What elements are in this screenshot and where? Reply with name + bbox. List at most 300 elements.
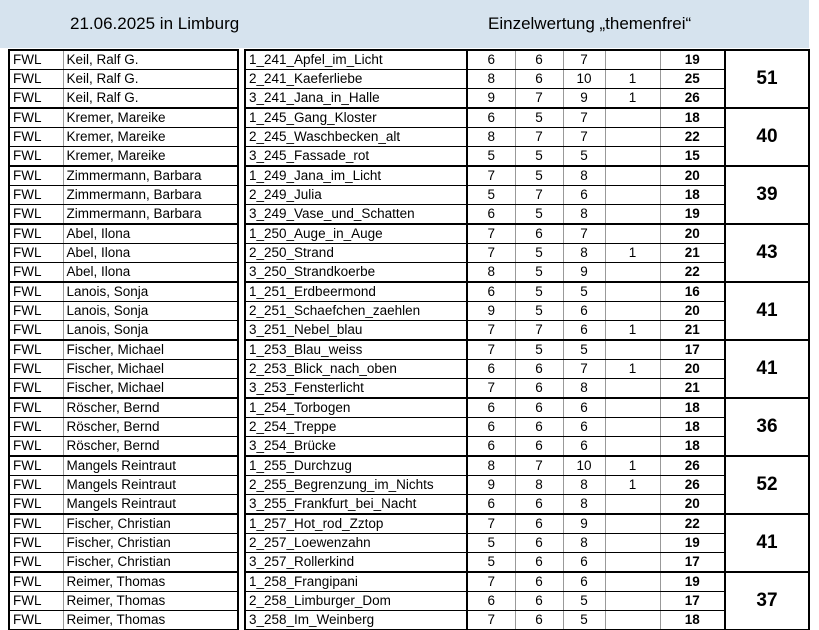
photo-title-cell: 1_251_Erdbeermond: [245, 282, 467, 302]
club-cell: FWL: [9, 611, 63, 630]
score-1-cell: 7: [467, 224, 515, 244]
score-2-cell: 7: [515, 186, 563, 205]
club-cell: FWL: [9, 147, 63, 167]
score-2-cell: 6: [515, 534, 563, 553]
score-3-cell: 6: [563, 572, 605, 592]
score-2-cell: 6: [515, 611, 563, 630]
photo-title-cell: 2_258_Limburger_Dom: [245, 592, 467, 611]
score-1-cell: 6: [467, 495, 515, 515]
author-name-cell: Fischer, Michael: [63, 360, 238, 379]
photo-title-cell: 1_258_Frangipani: [245, 572, 467, 592]
column-gap: [238, 437, 245, 457]
column-gap: [238, 495, 245, 515]
author-name-cell: Zimmermann, Barbara: [63, 166, 238, 186]
club-cell: FWL: [9, 128, 63, 147]
score-1-cell: 7: [467, 379, 515, 399]
photo-total-cell: 18: [660, 398, 725, 418]
author-name-cell: Reimer, Thomas: [63, 611, 238, 630]
score-2-cell: 5: [515, 108, 563, 128]
score-1-cell: 7: [467, 611, 515, 630]
score-1-cell: 7: [467, 340, 515, 360]
photo-title-cell: 3_251_Nebel_blau: [245, 321, 467, 341]
bonus-cell: [605, 282, 660, 302]
score-2-cell: 7: [515, 456, 563, 476]
photo-title-cell: 2_254_Treppe: [245, 418, 467, 437]
bonus-cell: [605, 534, 660, 553]
bonus-cell: [605, 50, 660, 70]
photo-total-cell: 20: [660, 166, 725, 186]
author-name-cell: Keil, Ralf G.: [63, 50, 238, 70]
table-row: [9, 70, 809, 89]
score-1-cell: 6: [467, 360, 515, 379]
bonus-cell: [605, 108, 660, 128]
bonus-cell: [605, 572, 660, 592]
score-1-cell: 6: [467, 205, 515, 225]
photo-title-cell: 3_257_Rollerkind: [245, 553, 467, 573]
score-2-cell: 7: [515, 128, 563, 147]
score-1-cell: 5: [467, 534, 515, 553]
bonus-cell: 1: [605, 456, 660, 476]
photo-title-cell: 1_253_Blau_weiss: [245, 340, 467, 360]
club-cell: FWL: [9, 379, 63, 399]
table-row: [9, 147, 809, 167]
score-2-cell: 7: [515, 321, 563, 341]
photo-total-cell: 19: [660, 534, 725, 553]
column-gap: [238, 398, 245, 418]
table-row: [9, 263, 809, 283]
bonus-cell: 1: [605, 476, 660, 495]
score-3-cell: 6: [563, 437, 605, 457]
club-cell: FWL: [9, 437, 63, 457]
photo-total-cell: 21: [660, 321, 725, 341]
photo-title-cell: 1_254_Torbogen: [245, 398, 467, 418]
table-row: [9, 611, 809, 630]
club-cell: FWL: [9, 263, 63, 283]
group-total-cell: 37: [725, 572, 809, 630]
bonus-cell: [605, 611, 660, 630]
author-name-cell: Reimer, Thomas: [63, 572, 238, 592]
club-cell: FWL: [9, 398, 63, 418]
column-gap: [238, 340, 245, 360]
column-gap: [238, 128, 245, 147]
score-3-cell: 10: [563, 70, 605, 89]
photo-total-cell: 17: [660, 553, 725, 573]
column-gap: [238, 282, 245, 302]
score-1-cell: 6: [467, 282, 515, 302]
author-name-cell: Röscher, Bernd: [63, 398, 238, 418]
column-gap: [238, 514, 245, 534]
photo-total-cell: 22: [660, 128, 725, 147]
score-3-cell: 6: [563, 398, 605, 418]
score-2-cell: 5: [515, 340, 563, 360]
bonus-cell: 1: [605, 321, 660, 341]
table-row: [9, 534, 809, 553]
score-2-cell: 5: [515, 244, 563, 263]
score-3-cell: 9: [563, 263, 605, 283]
photo-total-cell: 19: [660, 50, 725, 70]
table-row: [9, 108, 809, 128]
score-3-cell: 7: [563, 108, 605, 128]
club-cell: FWL: [9, 205, 63, 225]
club-cell: FWL: [9, 572, 63, 592]
column-gap: [238, 166, 245, 186]
photo-title-cell: 3_241_Jana_in_Halle: [245, 89, 467, 109]
group-total-cell: 40: [725, 108, 809, 166]
column-gap: [238, 379, 245, 399]
bonus-cell: 1: [605, 89, 660, 109]
score-1-cell: 6: [467, 108, 515, 128]
score-1-cell: 5: [467, 186, 515, 205]
score-3-cell: 5: [563, 147, 605, 167]
group-total-cell: 41: [725, 514, 809, 572]
table-row: [9, 592, 809, 611]
score-2-cell: 6: [515, 70, 563, 89]
author-name-cell: Keil, Ralf G.: [63, 89, 238, 109]
club-cell: FWL: [9, 592, 63, 611]
photo-total-cell: 26: [660, 456, 725, 476]
score-3-cell: 8: [563, 205, 605, 225]
photo-total-cell: 18: [660, 108, 725, 128]
author-name-cell: Kremer, Mareike: [63, 128, 238, 147]
table-row: [9, 186, 809, 205]
author-name-cell: Fischer, Christian: [63, 514, 238, 534]
photo-total-cell: 16: [660, 282, 725, 302]
score-3-cell: 5: [563, 282, 605, 302]
column-gap: [238, 611, 245, 630]
photo-title-cell: 2_245_Waschbecken_alt: [245, 128, 467, 147]
photo-title-cell: 2_255_Begrenzung_im_Nichts: [245, 476, 467, 495]
author-name-cell: Fischer, Christian: [63, 553, 238, 573]
score-3-cell: 5: [563, 611, 605, 630]
bonus-cell: [605, 340, 660, 360]
score-3-cell: 8: [563, 476, 605, 495]
club-cell: FWL: [9, 244, 63, 263]
photo-title-cell: 3_254_Brücke: [245, 437, 467, 457]
author-name-cell: Lanois, Sonja: [63, 302, 238, 321]
photo-title-cell: 2_253_Blick_nach_oben: [245, 360, 467, 379]
photo-title-cell: 3_245_Fassade_rot: [245, 147, 467, 167]
club-cell: FWL: [9, 456, 63, 476]
date-location: 21.06.2025 in Limburg: [70, 14, 240, 33]
author-name-cell: Mangels Reintraut: [63, 495, 238, 515]
photo-total-cell: 18: [660, 186, 725, 205]
group-total-cell: 41: [725, 282, 809, 340]
score-3-cell: 6: [563, 418, 605, 437]
score-2-cell: 6: [515, 379, 563, 399]
score-2-cell: 5: [515, 166, 563, 186]
ranking-title: Einzelwertung „themenfrei“: [488, 14, 692, 33]
score-1-cell: 9: [467, 89, 515, 109]
club-cell: FWL: [9, 534, 63, 553]
photo-total-cell: 18: [660, 418, 725, 437]
score-3-cell: 8: [563, 534, 605, 553]
bonus-cell: [605, 514, 660, 534]
table-row: [9, 572, 809, 592]
score-1-cell: 7: [467, 514, 515, 534]
table-row: [9, 166, 809, 186]
photo-title-cell: 1_250_Auge_in_Auge: [245, 224, 467, 244]
table-row: [9, 50, 809, 70]
column-gap: [238, 534, 245, 553]
score-2-cell: 7: [515, 89, 563, 109]
club-cell: FWL: [9, 166, 63, 186]
score-3-cell: 9: [563, 514, 605, 534]
score-2-cell: 5: [515, 263, 563, 283]
column-gap: [238, 321, 245, 341]
photo-title-cell: 3_255_Frankfurt_bei_Nacht: [245, 495, 467, 515]
column-gap: [238, 418, 245, 437]
table-row: [9, 321, 809, 341]
group-total-cell: 52: [725, 456, 809, 514]
photo-title-cell: 3_249_Vase_und_Schatten: [245, 205, 467, 225]
photo-total-cell: 21: [660, 244, 725, 263]
score-3-cell: 6: [563, 302, 605, 321]
photo-total-cell: 15: [660, 147, 725, 167]
author-name-cell: Abel, Ilona: [63, 263, 238, 283]
score-2-cell: 5: [515, 282, 563, 302]
table-row: [9, 456, 809, 476]
author-name-cell: Abel, Ilona: [63, 224, 238, 244]
score-3-cell: 8: [563, 166, 605, 186]
column-gap: [238, 186, 245, 205]
bonus-cell: [605, 302, 660, 321]
table-row: [9, 495, 809, 515]
score-3-cell: 8: [563, 495, 605, 515]
photo-title-cell: 2_241_Kaeferliebe: [245, 70, 467, 89]
bonus-cell: [605, 418, 660, 437]
author-name-cell: Fischer, Michael: [63, 379, 238, 399]
club-cell: FWL: [9, 360, 63, 379]
column-gap: [238, 205, 245, 225]
bonus-cell: [605, 186, 660, 205]
column-gap: [238, 263, 245, 283]
club-cell: FWL: [9, 302, 63, 321]
table-row: [9, 205, 809, 225]
column-gap: [238, 50, 245, 70]
photo-total-cell: 26: [660, 89, 725, 109]
column-gap: [238, 302, 245, 321]
score-1-cell: 7: [467, 166, 515, 186]
club-cell: FWL: [9, 340, 63, 360]
score-3-cell: 6: [563, 321, 605, 341]
score-3-cell: 8: [563, 244, 605, 263]
author-name-cell: Röscher, Bernd: [63, 418, 238, 437]
bonus-cell: [605, 379, 660, 399]
club-cell: FWL: [9, 89, 63, 109]
bonus-cell: 1: [605, 70, 660, 89]
author-name-cell: Fischer, Christian: [63, 534, 238, 553]
bonus-cell: [605, 398, 660, 418]
photo-total-cell: 18: [660, 611, 725, 630]
photo-title-cell: 3_258_Im_Weinberg: [245, 611, 467, 630]
column-gap: [238, 456, 245, 476]
photo-title-cell: 1_255_Durchzug: [245, 456, 467, 476]
photo-total-cell: 21: [660, 379, 725, 399]
bonus-cell: 1: [605, 360, 660, 379]
score-1-cell: 8: [467, 263, 515, 283]
bonus-cell: [605, 224, 660, 244]
score-1-cell: 8: [467, 456, 515, 476]
score-3-cell: 6: [563, 553, 605, 573]
score-3-cell: 8: [563, 379, 605, 399]
score-1-cell: 7: [467, 572, 515, 592]
table-row: [9, 476, 809, 495]
table-row: [9, 379, 809, 399]
score-3-cell: 6: [563, 186, 605, 205]
table-row: [9, 553, 809, 573]
photo-title-cell: 2_249_Julia: [245, 186, 467, 205]
group-total-cell: 36: [725, 398, 809, 456]
photo-title-cell: 2_251_Schaefchen_zaehlen: [245, 302, 467, 321]
photo-title-cell: 1_257_Hot_rod_Zztop: [245, 514, 467, 534]
author-name-cell: Lanois, Sonja: [63, 282, 238, 302]
photo-total-cell: 20: [660, 360, 725, 379]
club-cell: FWL: [9, 321, 63, 341]
photo-total-cell: 20: [660, 224, 725, 244]
score-2-cell: 6: [515, 418, 563, 437]
column-gap: [238, 89, 245, 109]
club-cell: FWL: [9, 224, 63, 244]
photo-title-cell: 2_257_Loewenzahn: [245, 534, 467, 553]
score-2-cell: 6: [515, 50, 563, 70]
photo-total-cell: 18: [660, 437, 725, 457]
bonus-cell: [605, 437, 660, 457]
column-gap: [238, 147, 245, 167]
photo-total-cell: 26: [660, 476, 725, 495]
table-row: [9, 340, 809, 360]
club-cell: FWL: [9, 70, 63, 89]
group-total-cell: 51: [725, 50, 809, 108]
score-2-cell: 6: [515, 360, 563, 379]
author-name-cell: Lanois, Sonja: [63, 321, 238, 341]
score-2-cell: 6: [515, 398, 563, 418]
author-name-cell: Fischer, Michael: [63, 340, 238, 360]
bonus-cell: [605, 147, 660, 167]
photo-title-cell: 3_250_Strandkoerbe: [245, 263, 467, 283]
table-row: [9, 89, 809, 109]
score-1-cell: 9: [467, 476, 515, 495]
photo-total-cell: 17: [660, 340, 725, 360]
bonus-cell: [605, 263, 660, 283]
table-row: [9, 514, 809, 534]
photo-total-cell: 17: [660, 592, 725, 611]
results-table: [8, 49, 810, 630]
club-cell: FWL: [9, 282, 63, 302]
author-name-cell: Kremer, Mareike: [63, 108, 238, 128]
table-row: [9, 437, 809, 457]
score-1-cell: 6: [467, 418, 515, 437]
table-row: [9, 128, 809, 147]
club-cell: FWL: [9, 495, 63, 515]
bonus-cell: [605, 166, 660, 186]
score-2-cell: 5: [515, 205, 563, 225]
column-gap: [238, 244, 245, 263]
score-1-cell: 6: [467, 592, 515, 611]
score-2-cell: 6: [515, 437, 563, 457]
photo-title-cell: 1_245_Gang_Kloster: [245, 108, 467, 128]
club-cell: FWL: [9, 108, 63, 128]
score-3-cell: 5: [563, 592, 605, 611]
club-cell: FWL: [9, 186, 63, 205]
club-cell: FWL: [9, 50, 63, 70]
score-1-cell: 6: [467, 437, 515, 457]
score-2-cell: 6: [515, 572, 563, 592]
photo-title-cell: 1_241_Apfel_im_Licht: [245, 50, 467, 70]
bonus-cell: [605, 592, 660, 611]
photo-total-cell: 20: [660, 302, 725, 321]
score-1-cell: 6: [467, 50, 515, 70]
club-cell: FWL: [9, 553, 63, 573]
score-2-cell: 5: [515, 147, 563, 167]
bonus-cell: [605, 205, 660, 225]
score-3-cell: 7: [563, 224, 605, 244]
photo-total-cell: 25: [660, 70, 725, 89]
score-2-cell: 6: [515, 495, 563, 515]
table-row: [9, 282, 809, 302]
score-1-cell: 7: [467, 244, 515, 263]
photo-total-cell: 20: [660, 495, 725, 515]
club-cell: FWL: [9, 514, 63, 534]
author-name-cell: Zimmermann, Barbara: [63, 186, 238, 205]
group-total-cell: 43: [725, 224, 809, 282]
bonus-cell: 1: [605, 244, 660, 263]
score-3-cell: 7: [563, 128, 605, 147]
author-name-cell: Röscher, Bernd: [63, 437, 238, 457]
score-2-cell: 6: [515, 514, 563, 534]
author-name-cell: Zimmermann, Barbara: [63, 205, 238, 225]
score-2-cell: 6: [515, 592, 563, 611]
photo-title-cell: 2_250_Strand: [245, 244, 467, 263]
column-gap: [238, 70, 245, 89]
score-1-cell: 5: [467, 147, 515, 167]
score-3-cell: 7: [563, 360, 605, 379]
author-name-cell: Abel, Ilona: [63, 244, 238, 263]
bonus-cell: [605, 495, 660, 515]
table-row: [9, 244, 809, 263]
score-1-cell: 8: [467, 128, 515, 147]
page-header: [0, 0, 809, 48]
bonus-cell: [605, 553, 660, 573]
score-1-cell: 6: [467, 398, 515, 418]
photo-total-cell: 19: [660, 572, 725, 592]
table-row: [9, 360, 809, 379]
author-name-cell: Kremer, Mareike: [63, 147, 238, 167]
column-gap: [238, 476, 245, 495]
group-total-cell: 39: [725, 166, 809, 224]
bonus-cell: [605, 128, 660, 147]
score-3-cell: 7: [563, 50, 605, 70]
author-name-cell: Mangels Reintraut: [63, 456, 238, 476]
table-row: [9, 302, 809, 321]
group-total-cell: 41: [725, 340, 809, 398]
photo-title-cell: 3_253_Fensterlicht: [245, 379, 467, 399]
club-cell: FWL: [9, 476, 63, 495]
column-gap: [238, 553, 245, 573]
column-gap: [238, 360, 245, 379]
table-row: [9, 398, 809, 418]
column-gap: [238, 592, 245, 611]
score-1-cell: 5: [467, 553, 515, 573]
photo-total-cell: 22: [660, 263, 725, 283]
column-gap: [238, 108, 245, 128]
photo-title-cell: 1_249_Jana_im_Licht: [245, 166, 467, 186]
score-2-cell: 6: [515, 553, 563, 573]
score-3-cell: 5: [563, 340, 605, 360]
column-gap: [238, 572, 245, 592]
score-2-cell: 8: [515, 476, 563, 495]
score-1-cell: 9: [467, 302, 515, 321]
author-name-cell: Keil, Ralf G.: [63, 70, 238, 89]
